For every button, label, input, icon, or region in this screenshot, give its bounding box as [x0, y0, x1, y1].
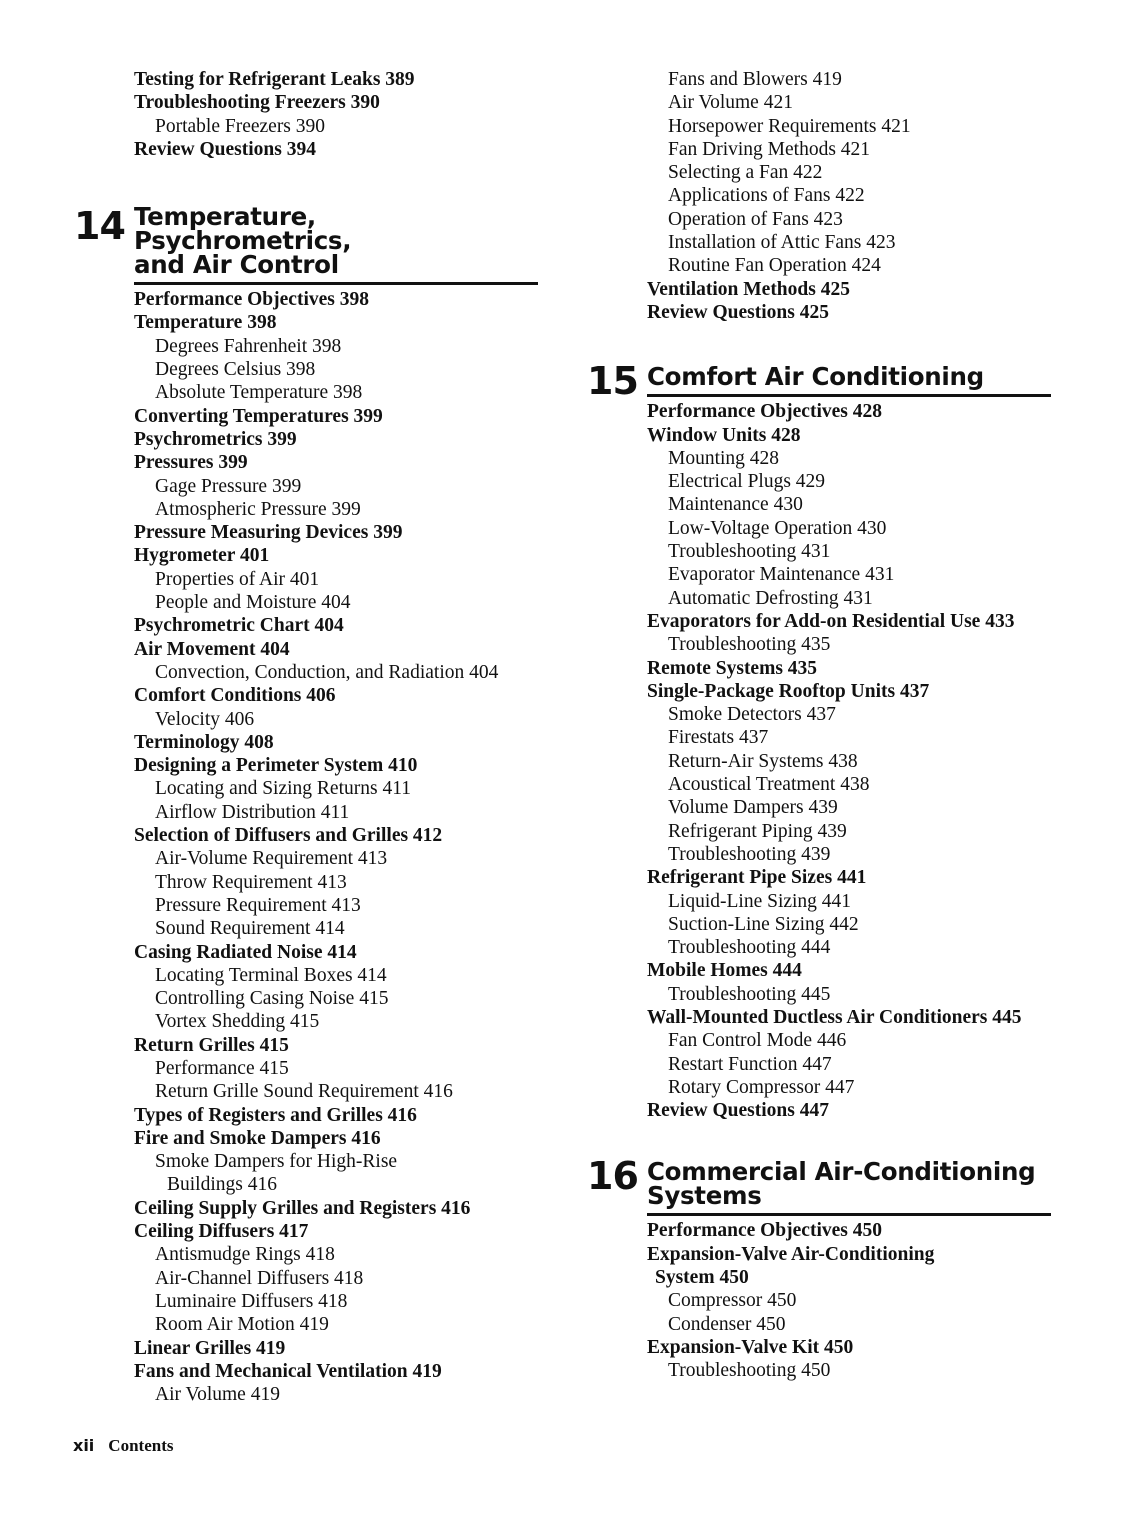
- toc-main-entry: Designing a Perimeter System 410: [134, 755, 418, 777]
- toc-main-entry: Comfort Conditions 406: [134, 685, 336, 707]
- toc-sub-entry: Volume Dampers 439: [668, 797, 838, 819]
- toc-sub-entry: Routine Fan Operation 424: [668, 255, 881, 277]
- toc-sub-entry: Refrigerant Piping 439: [668, 820, 847, 842]
- right-column: [587, 68, 1067, 1383]
- toc-main-entry: Remote Systems 435: [647, 657, 818, 679]
- toc-sub-entry: Troubleshooting 435: [668, 634, 831, 656]
- toc-main-entry: Psychrometrics 399: [134, 428, 297, 450]
- toc-sub-entry: Buildings 416: [167, 1174, 277, 1196]
- toc-main-entry: Evaporators for Add-on Residential Use 433: [647, 610, 1015, 632]
- chapter-number: 14: [74, 204, 125, 249]
- toc-main-entry: Converting Temperatures 399: [134, 405, 383, 427]
- toc-main-entry: Casing Radiated Noise 414: [134, 941, 357, 963]
- toc-sub-entry: Fan Control Mode 446: [668, 1030, 847, 1052]
- toc-sub-entry: Return-Air Systems 438: [668, 750, 858, 772]
- toc-main-entry: Fans and Mechanical Ventilation 419: [134, 1360, 442, 1382]
- chapter-title-line: Systems: [647, 1181, 762, 1211]
- toc-main-entry: Wall-Mounted Ductless Air Conditioners 445: [647, 1006, 1022, 1028]
- toc-sub-entry: Room Air Motion 419: [155, 1314, 329, 1336]
- toc-main-entry: Ventilation Methods 425: [647, 278, 850, 300]
- toc-main-entry: Air Movement 404: [134, 638, 290, 660]
- toc-main-entry: Review Questions 447: [647, 1100, 829, 1122]
- toc-sub-entry: Rotary Compressor 447: [668, 1076, 855, 1098]
- toc-sub-entry: Return Grille Sound Requirement 416: [155, 1081, 453, 1103]
- toc-sub-entry: Air-Volume Requirement 413: [155, 848, 388, 870]
- toc-main-entry: Pressure Measuring Devices 399: [134, 522, 403, 544]
- toc-sub-entry: Horsepower Requirements 421: [668, 115, 911, 137]
- toc-sub-entry: Compressor 450: [668, 1290, 797, 1312]
- toc-sub-entry: Luminaire Diffusers 418: [155, 1290, 348, 1312]
- toc-main-entry: Refrigerant Pipe Sizes 441: [647, 867, 867, 889]
- toc-sub-entry: Firestats 437: [668, 727, 769, 749]
- toc-main-entry: Types of Registers and Grilles 416: [134, 1104, 417, 1126]
- toc-main-entry: Review Questions 425: [647, 301, 829, 323]
- chapter-title: [647, 362, 1051, 397]
- chapter-title-line: Temperature, Psychrometrics,: [134, 202, 352, 256]
- left-column: [74, 68, 554, 1406]
- toc-main-entry: Performance Objectives 450: [647, 1220, 882, 1242]
- toc-main-entry: Temperature 398: [134, 312, 277, 334]
- toc-main-entry: System 450: [655, 1267, 749, 1289]
- toc-main-entry: Selection of Diffusers and Grilles 412: [134, 825, 443, 847]
- toc-sub-entry: Air-Channel Diffusers 418: [155, 1267, 364, 1289]
- toc-sub-entry: Sound Requirement 414: [155, 918, 345, 940]
- toc-sub-entry: People and Moisture 404: [155, 592, 351, 614]
- toc-sub-entry: Liquid-Line Sizing 441: [668, 890, 852, 912]
- toc-main-entry: Window Units 428: [647, 424, 801, 446]
- toc-sub-entry: Throw Requirement 413: [155, 871, 347, 893]
- toc-sub-entry: Troubleshooting 431: [668, 541, 831, 563]
- toc-main-entry: Pressures 399: [134, 452, 248, 474]
- toc-sub-entry: Performance 415: [155, 1057, 289, 1079]
- toc-sub-entry: Restart Function 447: [668, 1053, 832, 1075]
- toc-sub-entry: Troubleshooting 450: [668, 1360, 831, 1382]
- toc-sub-entry: Maintenance 430: [668, 494, 803, 516]
- toc-main-entry: Psychrometric Chart 404: [134, 615, 344, 637]
- toc-sub-entry: Suction-Line Sizing 442: [668, 913, 859, 935]
- toc-main-entry: Performance Objectives 398: [134, 289, 369, 311]
- toc-sub-entry: Atmospheric Pressure 399: [155, 498, 361, 520]
- toc-sub-entry: Smoke Dampers for High-Rise: [155, 1151, 398, 1173]
- chapter-15-heading: [587, 359, 1067, 404]
- left-top-entries: [134, 68, 554, 161]
- chapter-15-entries: [647, 400, 1067, 1122]
- toc-sub-entry: Automatic Defrosting 431: [668, 587, 873, 609]
- chapter-16-heading: [587, 1154, 1067, 1216]
- toc-main-entry: Ceiling Supply Grilles and Registers 416: [134, 1197, 471, 1219]
- toc-main-entry: Review Questions 394: [134, 138, 316, 160]
- toc-sub-entry: Properties of Air 401: [155, 568, 320, 590]
- toc-main-entry: Expansion-Valve Air-Conditioning: [647, 1243, 935, 1265]
- toc-sub-entry: Operation of Fans 423: [668, 208, 843, 230]
- toc-sub-entry: Absolute Temperature 398: [155, 382, 363, 404]
- toc-sub-entry: Acoustical Treatment 438: [668, 774, 870, 796]
- toc-sub-entry: Degrees Celsius 398: [155, 359, 316, 381]
- toc-main-entry: Fire and Smoke Dampers 416: [134, 1127, 381, 1149]
- toc-sub-entry: Mounting 428: [668, 447, 780, 469]
- right-top-entries: [647, 68, 1067, 324]
- toc-sub-entry: Portable Freezers 390: [155, 115, 326, 137]
- toc-main-entry: Ceiling Diffusers 417: [134, 1221, 309, 1243]
- toc-sub-entry: Evaporator Maintenance 431: [668, 564, 895, 586]
- toc-sub-entry: Installation of Attic Fans 423: [668, 232, 896, 254]
- toc-sub-entry: Degrees Fahrenheit 398: [155, 335, 342, 357]
- chapter-title-line: and Air Control: [134, 250, 339, 280]
- toc-sub-entry: Troubleshooting 445: [668, 983, 831, 1005]
- chapter-title-line: Commercial Air-Conditioning: [647, 1157, 1036, 1187]
- toc-sub-entry: Airflow Distribution 411: [155, 801, 350, 823]
- toc-main-entry: Return Grilles 415: [134, 1034, 289, 1056]
- chapter-title-line: Comfort Air Conditioning: [647, 362, 984, 392]
- toc-sub-entry: Selecting a Fan 422: [668, 162, 823, 184]
- toc-sub-entry: Troubleshooting 439: [668, 843, 831, 865]
- toc-sub-entry: Gage Pressure 399: [155, 475, 302, 497]
- page-number: xii: [73, 1436, 95, 1455]
- toc-sub-entry: Vortex Shedding 415: [155, 1011, 320, 1033]
- toc-main-entry: Mobile Homes 444: [647, 960, 802, 982]
- chapter-14-heading: [74, 202, 554, 285]
- chapter-number: 15: [587, 359, 638, 404]
- toc-sub-entry: Electrical Plugs 429: [668, 471, 826, 493]
- toc-main-entry: Troubleshooting Freezers 390: [134, 92, 380, 114]
- toc-sub-entry: Pressure Requirement 413: [155, 894, 361, 916]
- toc-sub-entry: Condenser 450: [668, 1313, 786, 1335]
- toc-sub-entry: Fan Driving Methods 421: [668, 138, 871, 160]
- toc-sub-entry: Air Volume 419: [155, 1384, 280, 1406]
- page-footer: [73, 1436, 173, 1456]
- toc-main-entry: Single-Package Rooftop Units 437: [647, 680, 930, 702]
- toc-main-entry: Testing for Refrigerant Leaks 389: [134, 69, 415, 90]
- toc-sub-entry: Troubleshooting 444: [668, 937, 831, 959]
- toc-sub-entry: Smoke Detectors 437: [668, 704, 836, 726]
- chapter-title: [134, 202, 538, 285]
- chapter-title: [647, 1157, 1051, 1216]
- toc-sub-entry: Locating Terminal Boxes 414: [155, 964, 387, 986]
- toc-sub-entry: Controlling Casing Noise 415: [155, 988, 389, 1010]
- toc-sub-entry: Fans and Blowers 419: [668, 69, 842, 90]
- toc-main-entry: Linear Grilles 419: [134, 1337, 286, 1359]
- toc-main-entry: Expansion-Valve Kit 450: [647, 1336, 854, 1358]
- toc-sub-entry: Velocity 406: [155, 708, 255, 730]
- toc-sub-entry: Applications of Fans 422: [668, 185, 865, 207]
- toc-main-entry: Performance Objectives 428: [647, 401, 882, 423]
- toc-sub-entry: Locating and Sizing Returns 411: [155, 778, 411, 800]
- toc-main-entry: Hygrometer 401: [134, 545, 270, 567]
- toc-sub-entry: Air Volume 421: [668, 92, 793, 114]
- toc-sub-entry: Antismudge Rings 418: [155, 1244, 335, 1266]
- chapter-16-entries: [647, 1219, 1067, 1382]
- footer-label: Contents: [108, 1436, 174, 1455]
- toc-main-entry: Terminology 408: [134, 731, 274, 753]
- toc-sub-entry: Convection, Conduction, and Radiation 404: [155, 661, 499, 683]
- toc-sub-entry: Low-Voltage Operation 430: [668, 517, 887, 539]
- chapter-number: 16: [587, 1154, 638, 1199]
- chapter-14-entries: [134, 288, 554, 1406]
